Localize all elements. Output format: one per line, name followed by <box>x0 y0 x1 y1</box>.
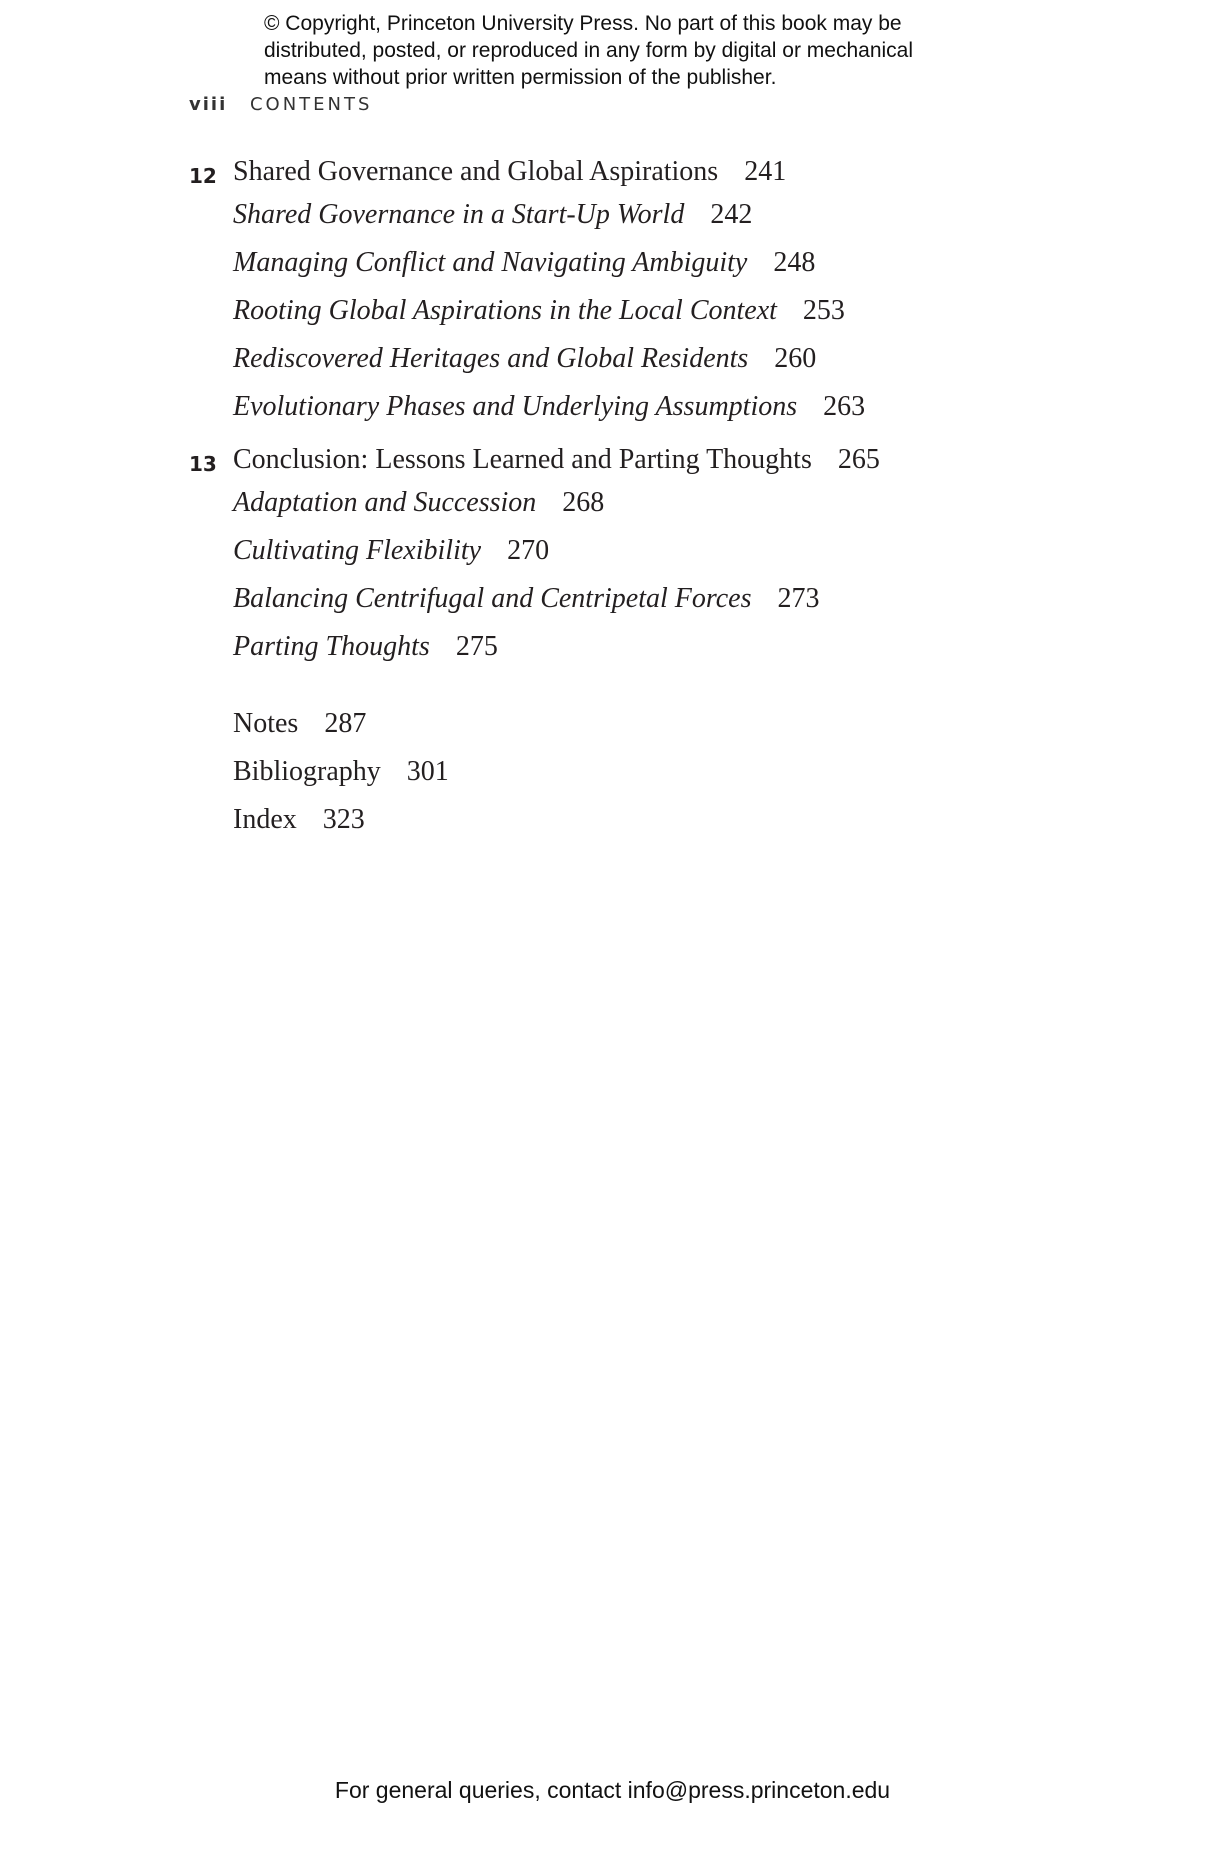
page-number: 273 <box>777 583 820 614</box>
page-number: 248 <box>773 247 816 278</box>
copyright-line: distributed, posted, or reproduced in any form by digital or mechanical <box>264 39 914 62</box>
chapter-number: 13 <box>189 452 217 476</box>
backmatter-title: Bibliography <box>233 756 381 787</box>
copyright-notice <box>264 10 1024 91</box>
page-number: 260 <box>774 343 817 374</box>
section-title: Balancing Centrifugal and Centripetal Forces <box>233 583 752 614</box>
page-number: 263 <box>823 391 866 422</box>
running-head-title: CONTENTS <box>249 94 373 115</box>
section-title: Rediscovered Heritages and Global Residents <box>233 343 749 374</box>
copyright-line: means without prior written permission of the publisher. <box>264 66 777 89</box>
page-number: 265 <box>837 444 880 475</box>
toc-chapter-entry[interactable] <box>233 444 880 476</box>
toc-section-entry[interactable] <box>233 391 865 423</box>
toc-section-entry[interactable] <box>233 535 549 567</box>
page-number: 270 <box>507 535 550 566</box>
page-number: 301 <box>406 756 449 787</box>
page-number: 241 <box>744 156 787 187</box>
section-title: Cultivating Flexibility <box>233 535 482 566</box>
page-folio: viii <box>189 94 228 115</box>
page-number: 242 <box>710 199 753 230</box>
toc-backmatter-entry[interactable] <box>233 804 365 836</box>
page-number: 287 <box>324 708 367 739</box>
footer-contact: For general queries, contact info@press.princeton.edu <box>334 1777 891 1803</box>
toc-backmatter-entry[interactable] <box>233 756 449 788</box>
section-title: Shared Governance in a Start-Up World <box>233 199 685 230</box>
section-title: Rooting Global Aspirations in the Local Context <box>233 295 777 326</box>
toc-chapter-entry[interactable] <box>233 156 786 188</box>
copyright-line: © Copyright, Princeton University Press. No part of this book may be <box>264 12 902 35</box>
running-head <box>189 94 372 115</box>
toc-section-entry[interactable] <box>233 343 816 375</box>
chapter-number: 12 <box>189 164 217 188</box>
toc-section-entry[interactable] <box>233 199 752 231</box>
backmatter-title: Notes <box>233 708 299 739</box>
section-title: Adaptation and Succession <box>233 487 537 518</box>
page-number: 268 <box>562 487 605 518</box>
chapter-title: Shared Governance and Global Aspirations <box>233 156 719 187</box>
section-title: Parting Thoughts <box>233 631 430 662</box>
backmatter-title: Index <box>233 804 297 835</box>
section-title: Evolutionary Phases and Underlying Assumptions <box>233 391 798 422</box>
page-number: 323 <box>322 804 365 835</box>
toc-section-entry[interactable] <box>233 631 498 663</box>
section-title: Managing Conflict and Navigating Ambiguity <box>233 247 748 278</box>
toc-backmatter-entry[interactable] <box>233 708 366 740</box>
toc-section-entry[interactable] <box>233 295 845 327</box>
page-number: 253 <box>802 295 845 326</box>
toc-section-entry[interactable] <box>233 583 819 615</box>
chapter-title: Conclusion: Lessons Learned and Parting Thoughts <box>233 444 812 475</box>
page-number: 275 <box>455 631 498 662</box>
toc-section-entry[interactable] <box>233 247 815 279</box>
toc-section-entry[interactable] <box>233 487 604 519</box>
